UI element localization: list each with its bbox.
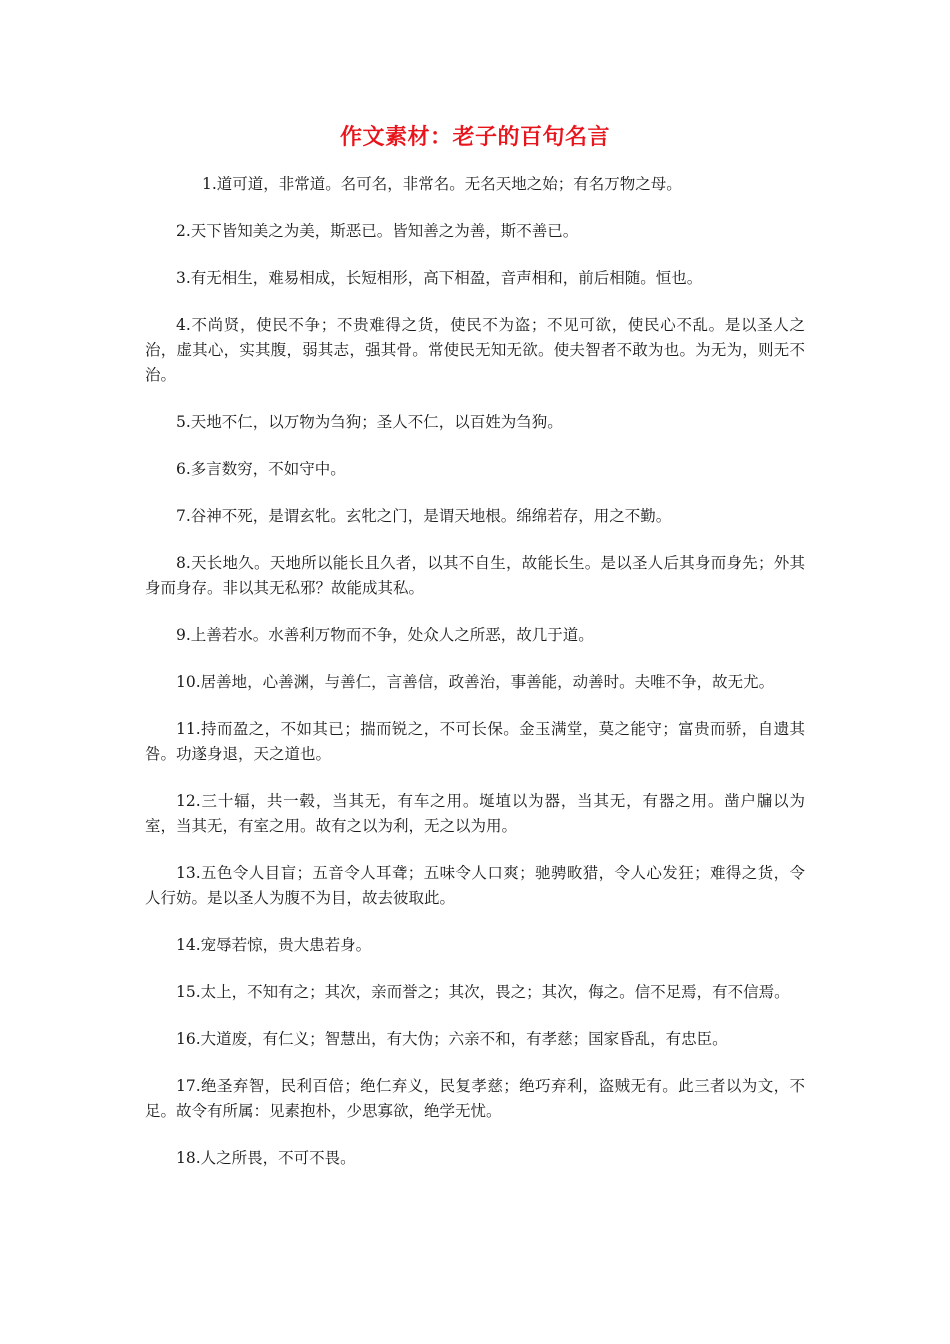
paragraph-12: 12.三十辐，共一毂，当其无，有车之用。埏埴以为器，当其无，有器之用。凿户牖以为室，当其无，有室之用。故有之以为利，无之以为用。 — [145, 792, 805, 835]
paragraph-2: 2.天下皆知美之为美，斯恶已。皆知善之为善，斯不善已。 — [176, 222, 579, 240]
paragraph-11: 11.持而盈之，不如其已；揣而锐之，不可长保。金玉满堂，莫之能守；富贵而骄，自遗其咎。功遂身退，天之道也。 — [145, 720, 805, 763]
paragraph-15: 15.太上，不知有之；其次，亲而誉之；其次，畏之；其次，侮之。信不足焉，有不信焉。 — [176, 983, 790, 1001]
paragraph-6: 6.多言数穷，不如守中。 — [176, 460, 346, 478]
paragraph-14: 14.宠辱若惊，贵大患若身。 — [176, 936, 372, 954]
paragraph-13: 13.五色令人目盲；五音令人耳聋；五味令人口爽；驰骋畋猎，令人心发狂；难得之货，令人行妨。是以圣人为腹不为目，故去彼取此。 — [145, 864, 805, 907]
paragraph-17: 17.绝圣弃智，民利百倍；绝仁弃义，民复孝慈；绝巧弃利，盗贼无有。此三者以为文，不足。故令有所属：见素抱朴，少思寡欲，绝学无忧。 — [145, 1077, 805, 1120]
paragraph-9: 9.上善若水。水善利万物而不争，处众人之所恶，故几于道。 — [176, 626, 594, 644]
paragraph-18: 18.人之所畏，不可不畏。 — [176, 1149, 356, 1167]
paragraph-4: 4.不尚贤，使民不争；不贵难得之货，使民不为盗；不见可欲，使民心不乱。是以圣人之治，虚其心，实其腹，弱其志，强其骨。常使民无知无欲。使夫智者不敢为也。为无为，则无不治。 — [145, 316, 805, 384]
paragraph-5: 5.天地不仁，以万物为刍狗；圣人不仁，以百姓为刍狗。 — [176, 413, 563, 431]
document-body — [145, 172, 805, 1193]
paragraph-1: 1.道可道，非常道。名可名，非常名。无名天地之始；有名万物之母。 — [202, 175, 682, 193]
paragraph-3: 3.有无相生，难易相成，长短相形，高下相盈，音声相和，前后相随。恒也。 — [176, 269, 703, 287]
paragraph-7: 7.谷神不死，是谓玄牝。玄牝之门，是谓天地根。绵绵若存，用之不勤。 — [176, 507, 672, 525]
paragraph-8: 8.天长地久。天地所以能长且久者，以其不自生，故能长生。是以圣人后其身而身先；外其身而身存。非以其无私邪？故能成其私。 — [145, 554, 805, 597]
paragraph-16: 16.大道废，有仁义；智慧出，有大伪；六亲不和，有孝慈；国家昏乱，有忠臣。 — [176, 1030, 728, 1048]
document-title: 作文素材：老子的百句名言 — [339, 125, 610, 150]
paragraph-10: 10.居善地，心善渊，与善仁，言善信，政善治，事善能，动善时。夫唯不争，故无尤。 — [176, 673, 775, 691]
